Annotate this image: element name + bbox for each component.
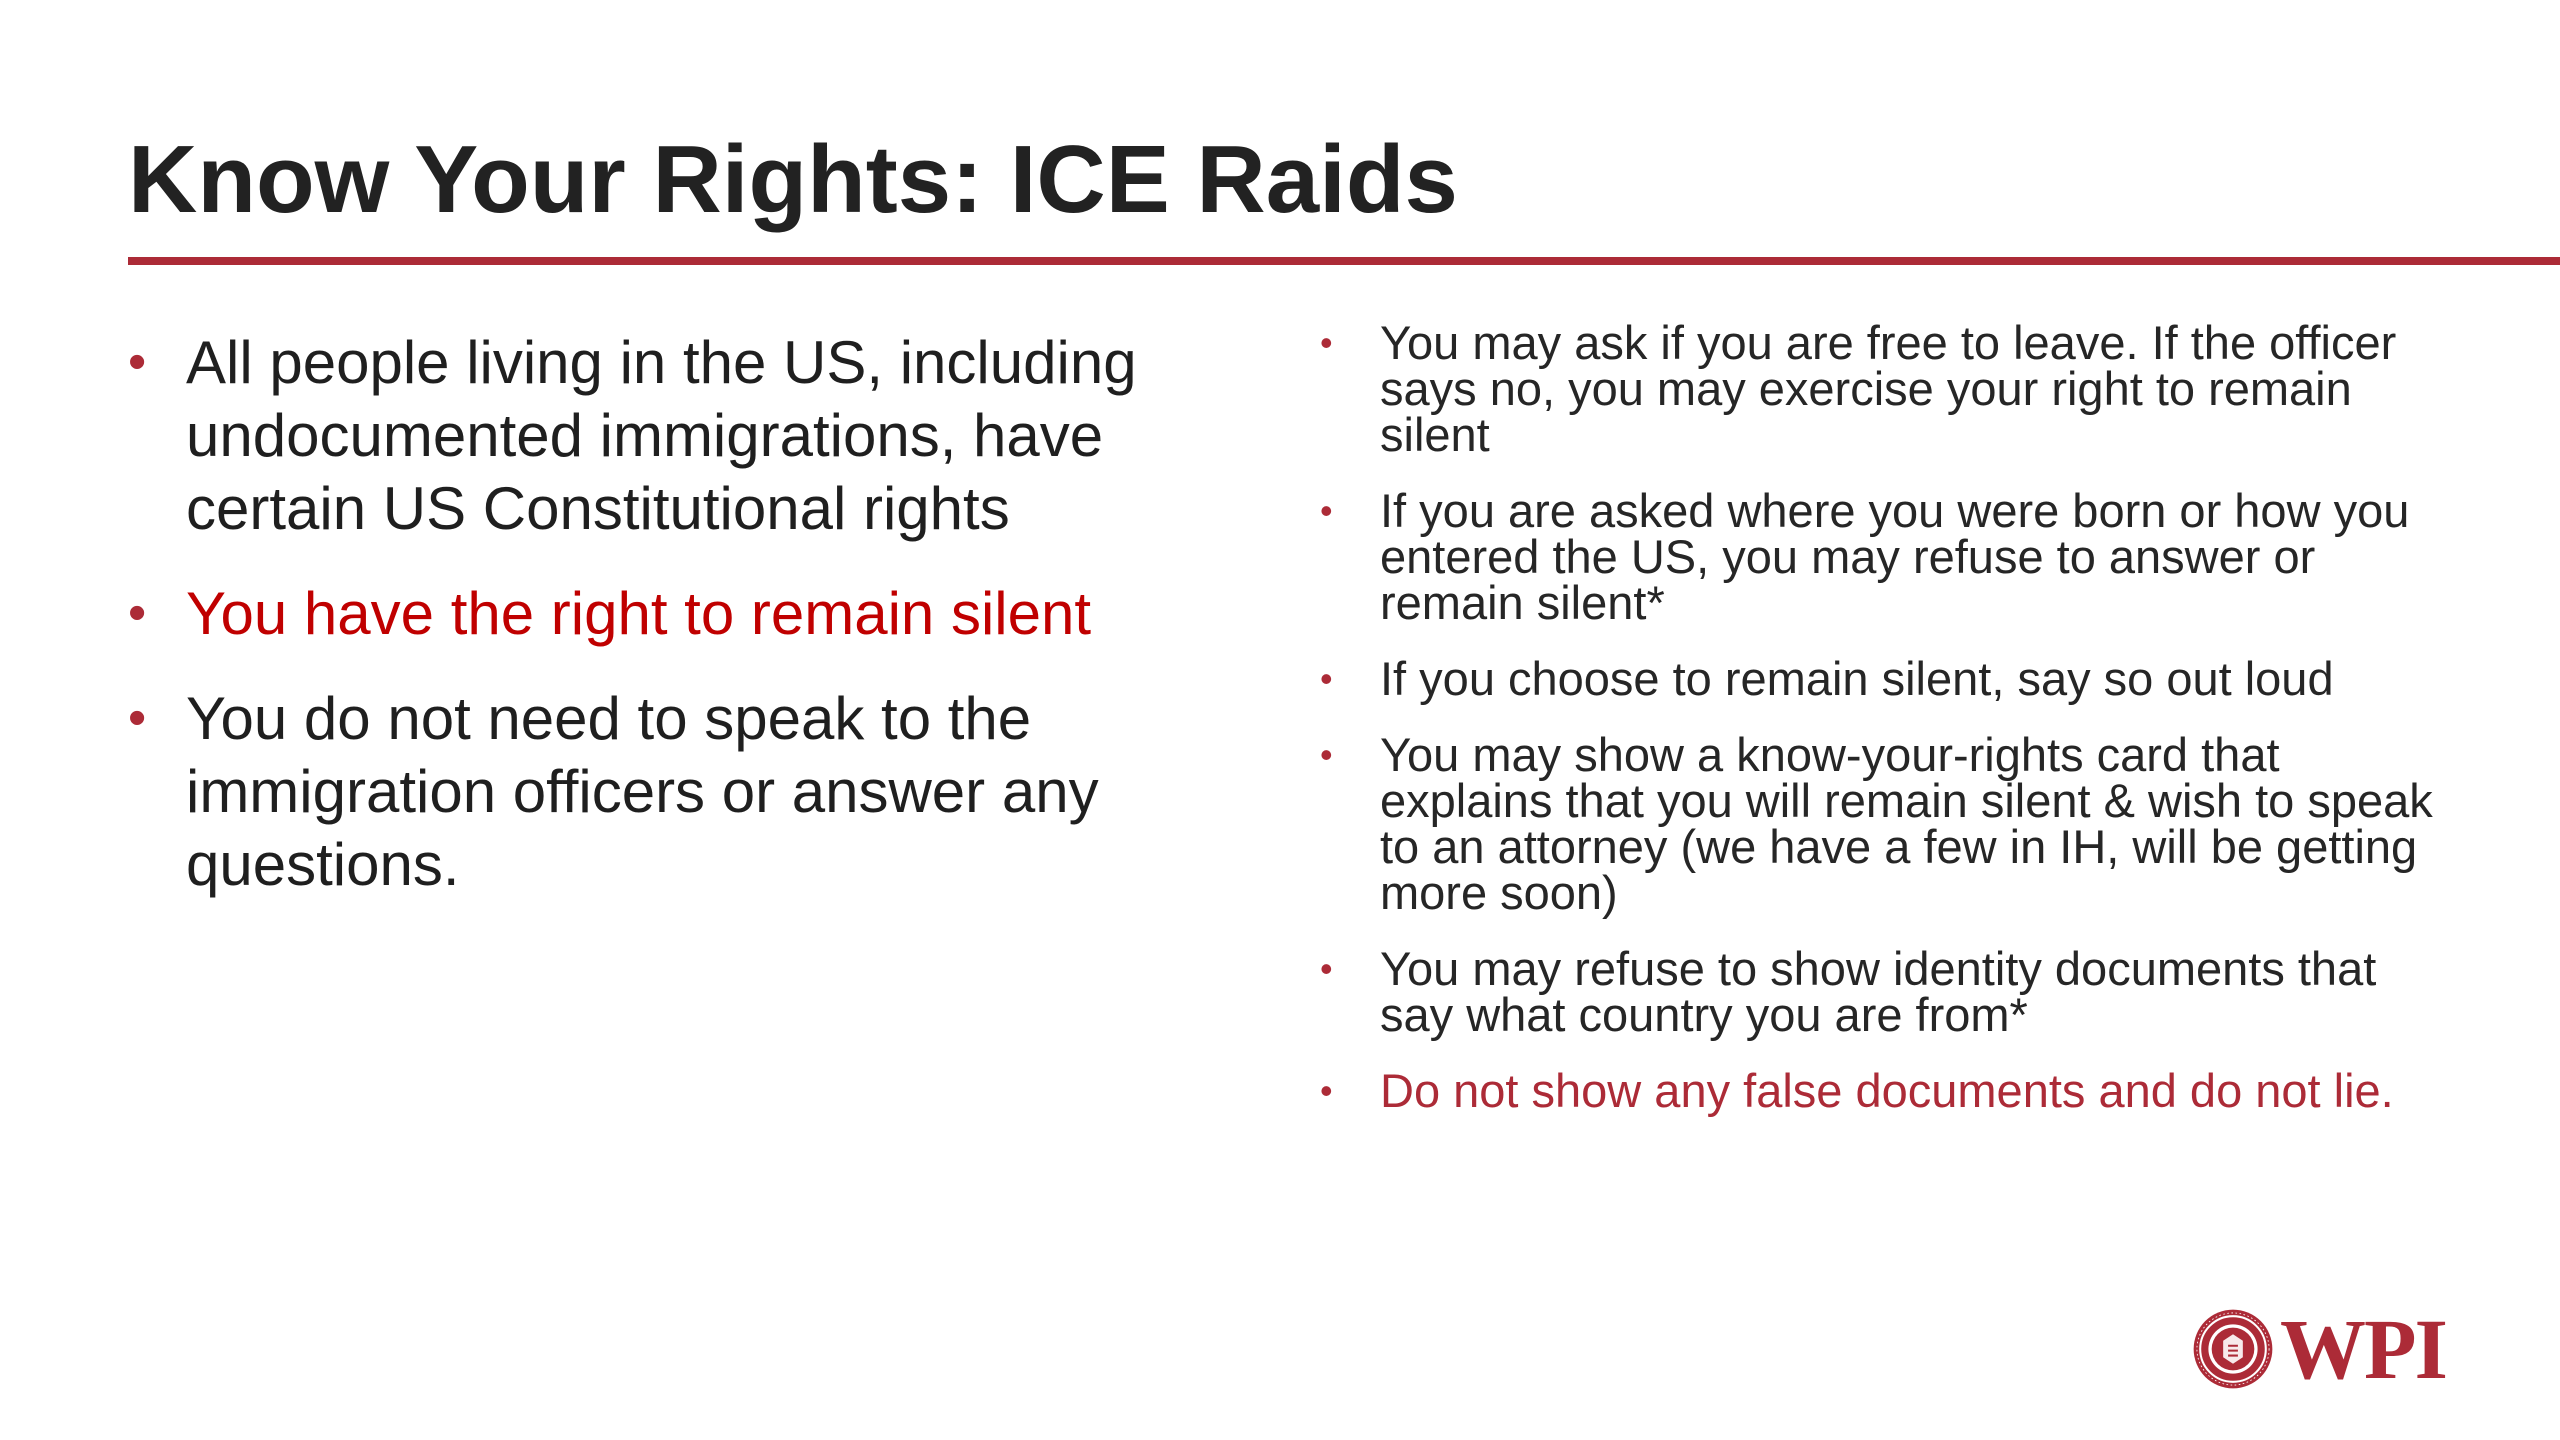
bullet-icon: • xyxy=(1320,658,1333,699)
bullet-text: All people living in the US, including undocumented immigrations, have certain US Constitutional rights xyxy=(186,329,1137,542)
left-bullet-list xyxy=(128,326,1228,933)
logo-wordmark: WPI xyxy=(2280,1301,2446,1397)
right-bullet-item xyxy=(1320,942,2460,1041)
bullet-text: You may refuse to show identity documents that say what country you are from* xyxy=(1380,942,2377,1041)
bullet-text: You do not need to speak to the immigration officers or answer any questions. xyxy=(186,685,1099,898)
bullet-icon: • xyxy=(1320,1070,1333,1111)
slide-title: Know Your Rights: ICE Raids xyxy=(128,126,1458,233)
wpi-logo xyxy=(2192,1301,2446,1397)
bullet-text: You may show a know-your-rights card that explains that you will remain silent & wish to speak to an attorney (we have a few in IH, will be getting more soon) xyxy=(1380,728,2433,919)
right-bullet-item xyxy=(1320,1064,2460,1117)
bullet-icon: • xyxy=(1320,948,1333,989)
right-bullet-item xyxy=(1320,484,2460,629)
right-bullet-list xyxy=(1320,316,2460,1144)
bullet-text: If you choose to remain silent, say so out loud xyxy=(1380,652,2334,705)
bullet-icon: • xyxy=(1320,322,1333,363)
bullet-icon: • xyxy=(1320,490,1333,531)
right-bullet-item xyxy=(1320,652,2460,705)
left-bullet-item xyxy=(128,577,1228,650)
bullet-icon: • xyxy=(128,689,147,747)
bullet-text: If you are asked where you were born or how you entered the US, you may refuse to answer or remain silent* xyxy=(1380,484,2410,629)
bullet-icon: • xyxy=(1320,734,1333,775)
bullet-text-emphasis: Do not show any false documents and do not lie. xyxy=(1380,1064,2394,1117)
bullet-text-emphasis: You have the right to remain silent xyxy=(186,580,1092,647)
left-bullet-item xyxy=(128,326,1228,545)
bullet-icon: • xyxy=(128,333,147,391)
bullet-text: You may ask if you are free to leave. If the officer says no, you may exercise your right to remain silent xyxy=(1380,316,2397,461)
bullet-icon: • xyxy=(128,584,147,642)
right-bullet-item xyxy=(1320,728,2460,919)
left-bullet-item xyxy=(128,682,1228,901)
right-bullet-item xyxy=(1320,316,2460,461)
title-divider xyxy=(128,257,2560,265)
university-seal-icon xyxy=(2192,1308,2274,1390)
